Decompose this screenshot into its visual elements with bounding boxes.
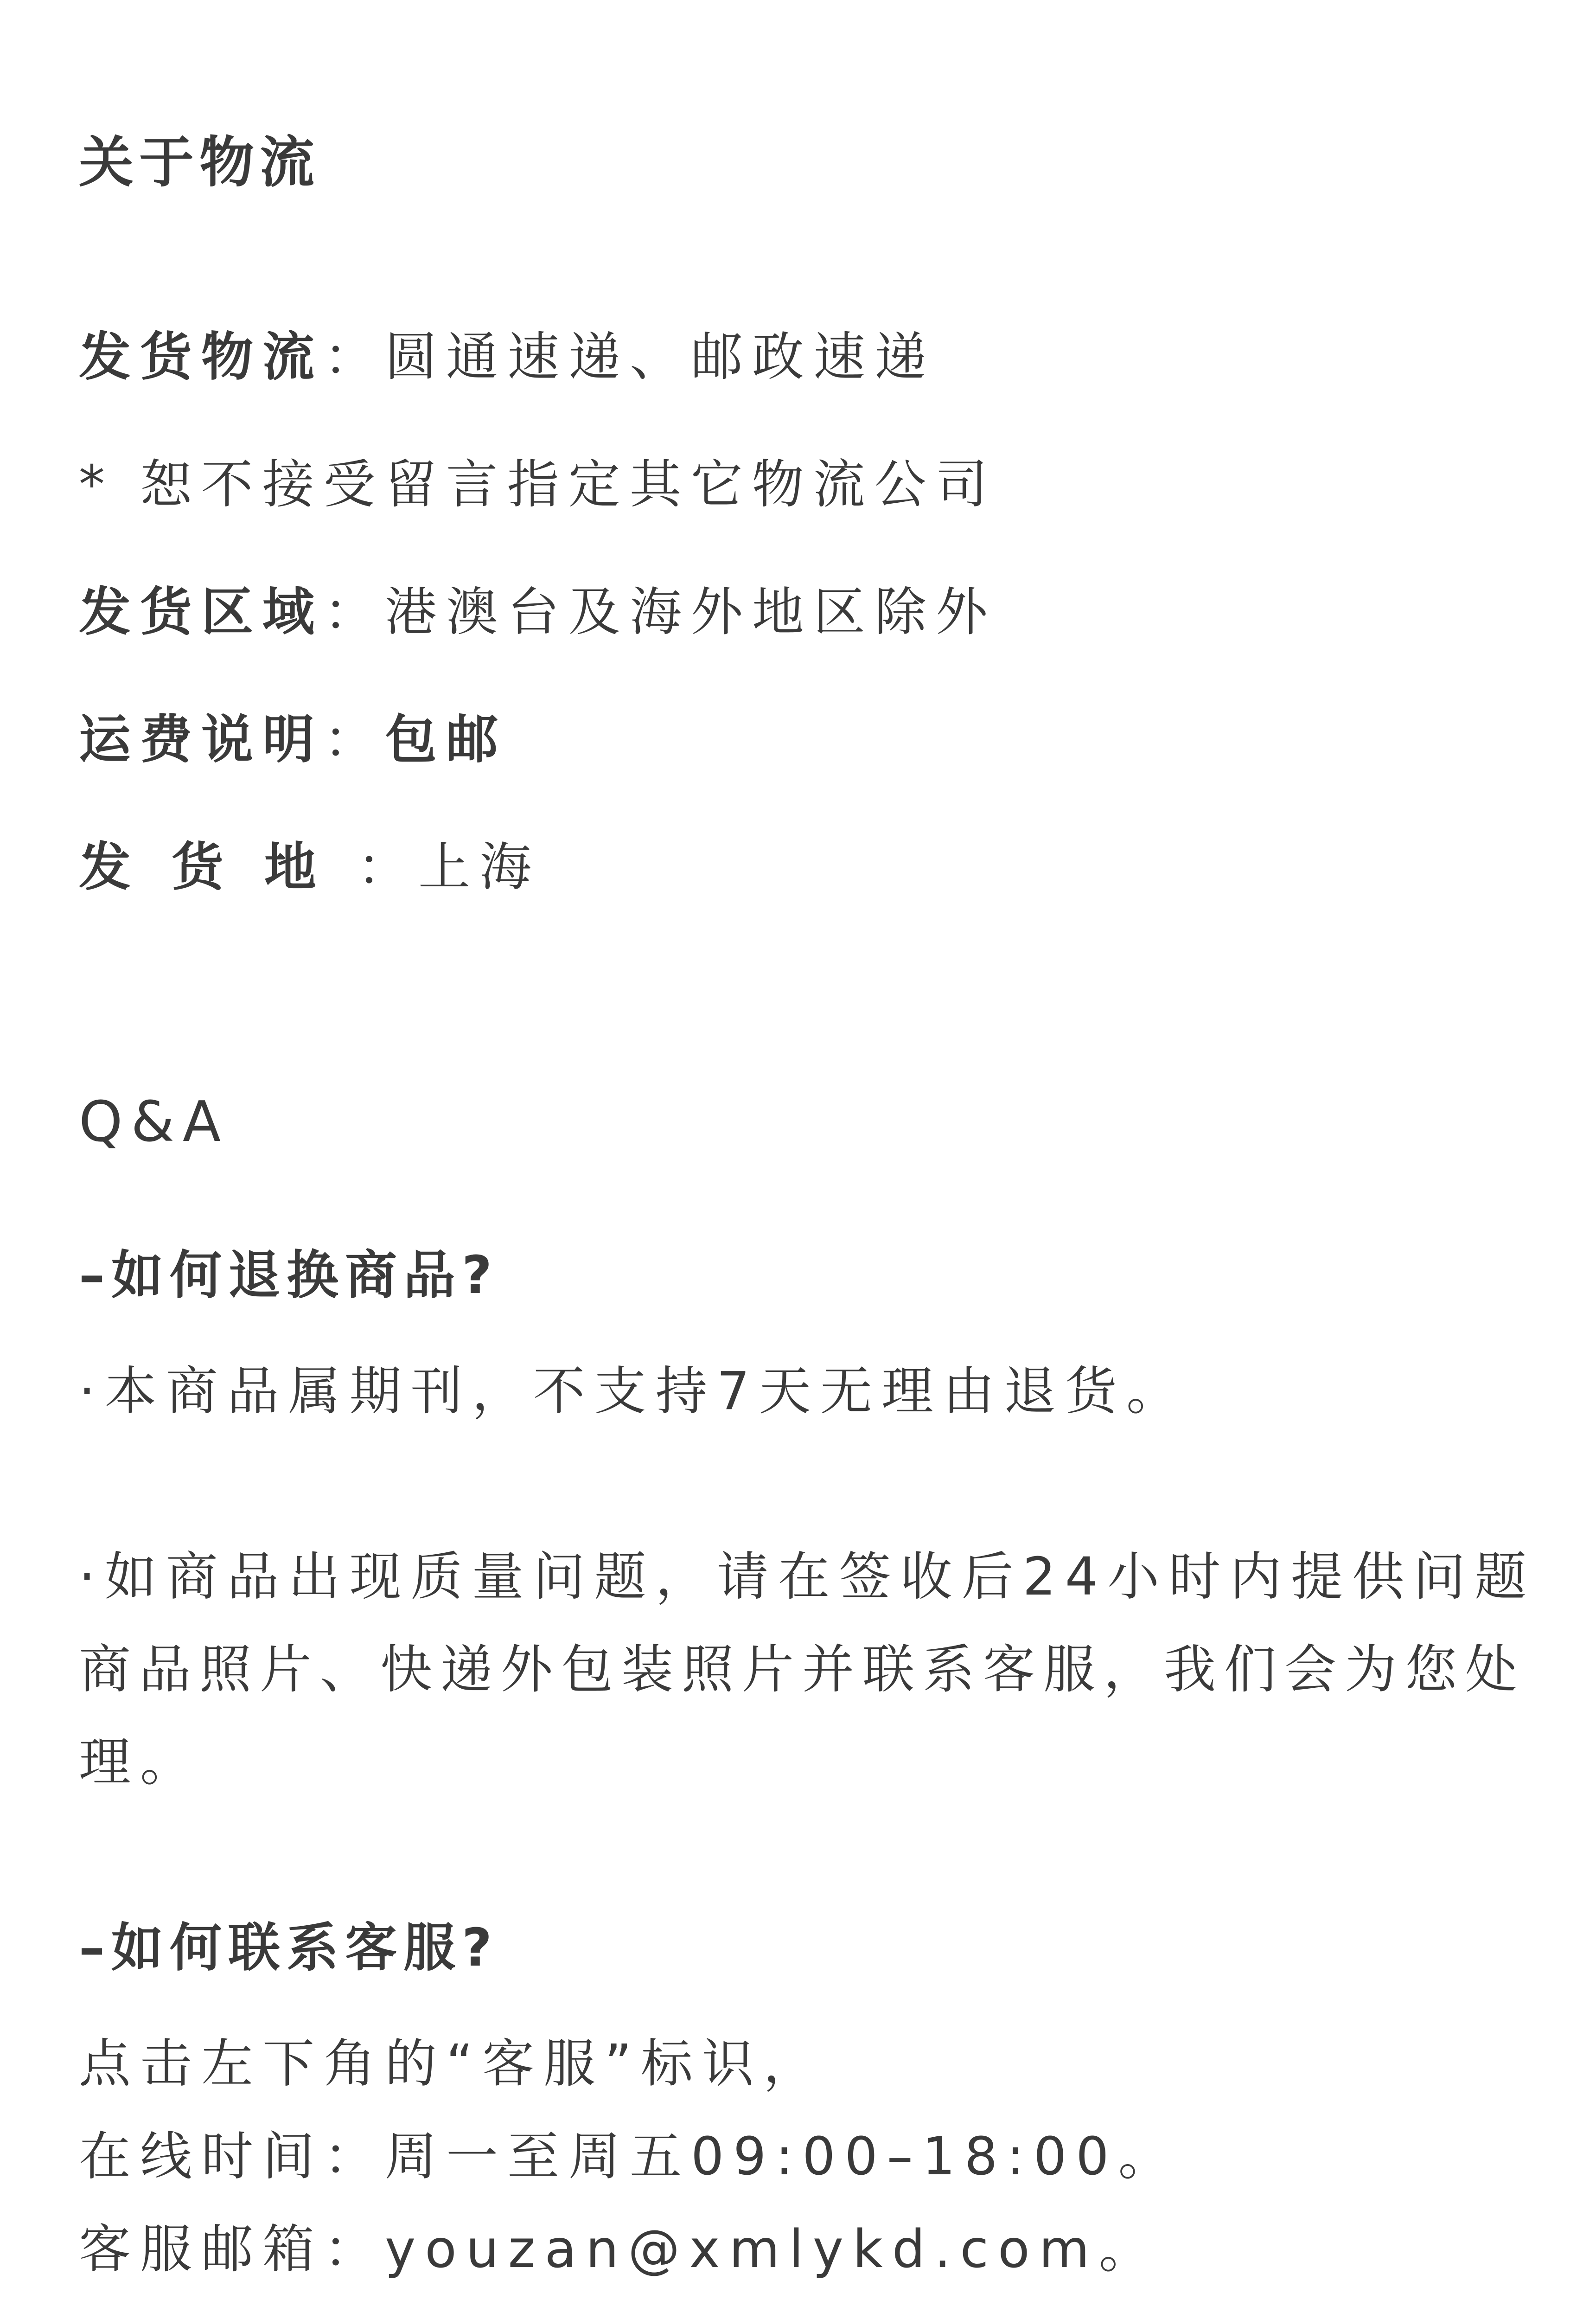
faq-answer-line: 在线时间：周一至周五09:00–18:00。 xyxy=(79,2127,1180,2187)
faq-answer-line: 点击左下角的“客服”标识， xyxy=(79,2034,825,2094)
shipping-region-label: 发货区域 xyxy=(79,582,324,642)
shipping-carrier-value: 圆通速递、邮政速递 xyxy=(385,327,936,387)
shipping-carrier-label: 发货物流 xyxy=(79,327,324,387)
ship-from-row xyxy=(79,835,541,900)
faq-question-contact: –如何联系客服? xyxy=(79,1918,498,1978)
shipping-carrier-sep: ： xyxy=(324,327,385,387)
logistics-title: 关于物流 xyxy=(79,130,320,194)
shipping-region-sep: ： xyxy=(324,582,385,642)
faq-answer-line: 理。 xyxy=(79,1732,201,1793)
ship-from-label: 发货地 xyxy=(79,837,357,897)
shipping-fee-row xyxy=(79,707,507,772)
shipping-fee-sep: ： xyxy=(324,710,385,770)
shipping-carrier-row xyxy=(79,325,936,390)
faq-question-returns: –如何退换商品? xyxy=(79,1245,498,1306)
faq-answer-line: ·如商品出现质量问题，请在签收后24小时内提供问题 xyxy=(79,1547,1536,1607)
carrier-note: * 恕不接受留言指定其它物流公司 xyxy=(79,455,997,515)
faq-answer-line: 商品照片、快递外包装照片并联系客服，我们会为您处 xyxy=(79,1640,1526,1700)
shipping-region-value: 港澳台及海外地区除外 xyxy=(385,582,997,642)
support-email-line: 客服邮箱：youzan@xmlykd.com。 xyxy=(79,2219,1160,2280)
shipping-fee-value: 包邮 xyxy=(385,710,507,770)
ship-from-sep: ： xyxy=(357,837,418,897)
shipping-fee-label: 运费说明 xyxy=(79,710,324,770)
qa-title: Q&A xyxy=(79,1090,230,1154)
faq-answer-line: ·本商品属期刊，不支持7天无理由退货。 xyxy=(79,1361,1187,1422)
shipping-region-row xyxy=(79,580,997,645)
ship-from-value: 上海 xyxy=(418,837,541,897)
